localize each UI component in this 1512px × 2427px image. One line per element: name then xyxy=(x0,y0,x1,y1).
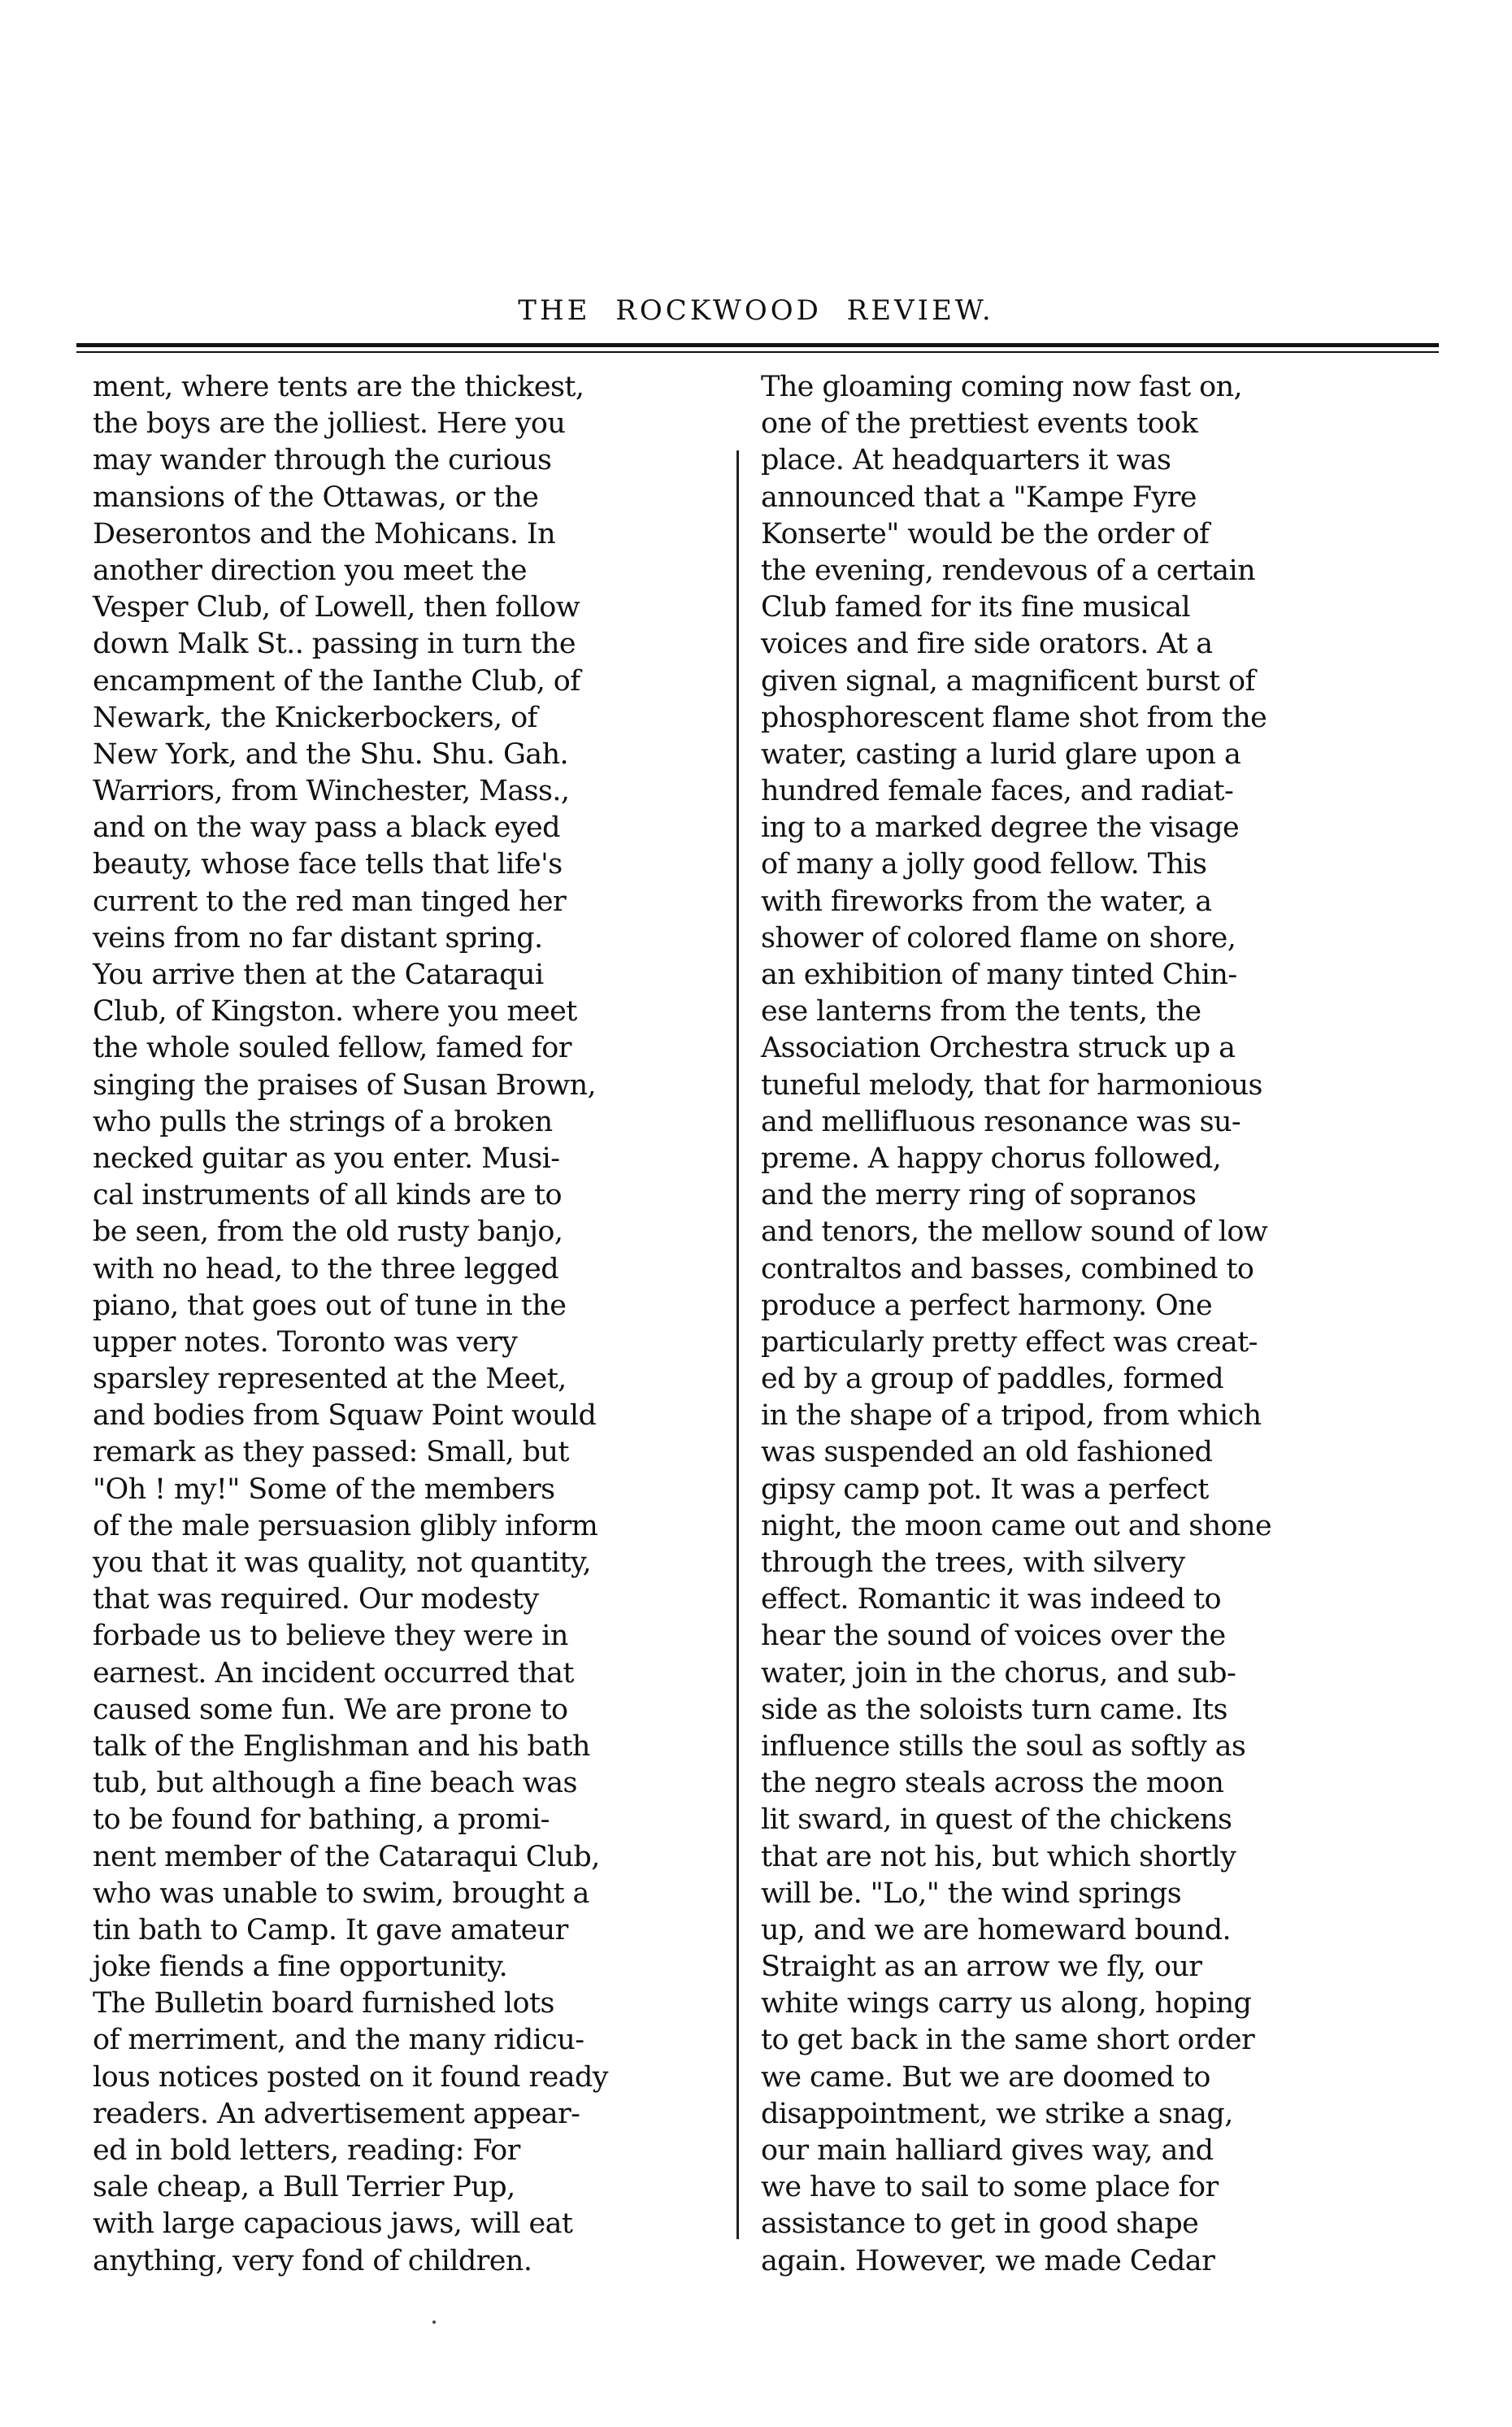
text-line: Konserte" would be the order of xyxy=(761,517,1210,550)
text-line: we came. But we are doomed to xyxy=(761,2060,1210,2094)
text-line: another direction you meet the xyxy=(93,554,527,587)
text-line: the negro steals across the moon xyxy=(761,1767,1224,1800)
text-line: side as the soloists turn came. Its xyxy=(761,1693,1227,1726)
text-line: who pulls the strings of a broken xyxy=(93,1105,553,1138)
text-line: Club, of Kingston. where you meet xyxy=(93,995,577,1029)
text-line: and tenors, the mellow sound of low xyxy=(761,1216,1268,1249)
text-line: Association Orchestra struck up a xyxy=(761,1032,1236,1065)
text-line: cal instruments of all kinds are to xyxy=(93,1179,562,1212)
text-line: we have to sail to some place for xyxy=(761,2171,1219,2204)
text-line: may wander through the curious xyxy=(93,444,552,477)
text-line: phosphorescent flame shot from the xyxy=(761,701,1267,734)
text-line: to get back in the same short order xyxy=(761,2024,1255,2057)
text-line: and bodies from Squaw Point would xyxy=(93,1399,597,1433)
text-line: You arrive then at the Cataraqui xyxy=(93,959,544,991)
text-line: tuneful melody, that for harmonious xyxy=(761,1068,1262,1102)
text-line: veins from no far distant spring. xyxy=(93,921,543,955)
text-line: encampment of the Ianthe Club, of xyxy=(93,664,580,698)
text-line: readers. An advertisement appear- xyxy=(93,2097,580,2130)
running-header: THE ROCKWOOD REVIEW. xyxy=(518,294,994,327)
text-line: with no head, to the three legged xyxy=(93,1252,559,1285)
text-line: with large capacious jaws, will eat xyxy=(93,2207,573,2241)
text-line: preme. A happy chorus followed, xyxy=(761,1142,1222,1175)
text-line: the boys are the jolliest. Here you xyxy=(93,407,566,441)
text-line: beauty, whose face tells that life's xyxy=(93,848,563,881)
header-rule-thin xyxy=(76,351,1439,353)
text-line: contraltos and basses, combined to xyxy=(761,1252,1254,1285)
text-line: joke fiends a fine opportunity. xyxy=(93,1951,508,1984)
text-line: Warriors, from Winchester, Mass., xyxy=(93,775,570,808)
text-line: again. However, we made Cedar xyxy=(761,2244,1215,2277)
text-line: given signal, a magnificent burst of xyxy=(761,664,1255,698)
text-line: an exhibition of many tinted Chin- xyxy=(761,959,1237,991)
text-line: place. At headquarters it was xyxy=(761,444,1171,477)
text-line: upper notes. Toronto was very xyxy=(93,1325,518,1359)
text-line: assistance to get in good shape xyxy=(761,2207,1199,2241)
text-line: necked guitar as you enter. Musi- xyxy=(93,1142,560,1175)
text-line: shower of colored flame on shore, xyxy=(761,921,1236,955)
text-line: caused some fun. We are prone to xyxy=(93,1693,568,1726)
text-line: produce a perfect harmony. One xyxy=(761,1289,1213,1322)
text-line: of merriment, and the many ridicu- xyxy=(93,2024,584,2057)
text-line: forbade us to believe they were in xyxy=(93,1620,568,1653)
text-line: and the merry ring of sopranos xyxy=(761,1179,1197,1212)
text-line: voices and fire side orators. At a xyxy=(761,628,1213,661)
text-line: our main halliard gives way, and xyxy=(761,2134,1214,2167)
text-line: down Malk St.. passing in turn the xyxy=(93,628,576,661)
text-line: water, casting a lurid glare upon a xyxy=(761,737,1241,771)
text-line: was suspended an old fashioned xyxy=(761,1436,1213,1469)
text-line: announced that a "Kampe Fyre xyxy=(761,481,1197,514)
text-line: disappointment, we strike a snag, xyxy=(761,2097,1233,2130)
text-line: that was required. Our modesty xyxy=(93,1583,539,1616)
text-line: current to the red man tinged her xyxy=(93,885,567,918)
text-line: talk of the Englishman and his bath xyxy=(93,1729,590,1763)
text-line: sparsley represented at the Meet, xyxy=(93,1363,567,1396)
left-column xyxy=(93,369,720,2280)
text-line: ed in bold letters, reading: For xyxy=(93,2134,520,2167)
text-line: ese lanterns from the tents, the xyxy=(761,995,1201,1029)
text-line: will be. "Lo," the wind springs xyxy=(761,1877,1182,1910)
text-line: Newark, the Knickerbockers, of xyxy=(93,701,537,734)
print-speck xyxy=(432,2320,436,2324)
text-line: who was unable to swim, brought a xyxy=(93,1877,589,1910)
text-line: sale cheap, a Bull Terrier Pup, xyxy=(93,2171,515,2204)
text-line: of many a jolly good fellow. This xyxy=(761,848,1207,881)
text-line: hear the sound of voices over the xyxy=(761,1620,1226,1653)
text-line: mansions of the Ottawas, or the xyxy=(93,481,539,514)
text-line: be seen, from the old rusty banjo, xyxy=(93,1216,563,1249)
text-line: the whole souled fellow, famed for xyxy=(93,1032,571,1065)
text-line: New York, and the Shu. Shu. Gah. xyxy=(93,737,569,771)
text-line: one of the prettiest events took xyxy=(761,407,1198,441)
right-column xyxy=(761,369,1411,2280)
text-line: lous notices posted on it found ready xyxy=(93,2060,608,2094)
text-line: anything, very fond of children. xyxy=(93,2244,532,2277)
text-line: tub, but although a fine beach was xyxy=(93,1767,577,1800)
text-line: The gloaming coming now fast on, xyxy=(761,371,1243,403)
text-line: nent member of the Cataraqui Club, xyxy=(93,1840,600,1873)
text-line: through the trees, with silvery xyxy=(761,1546,1185,1579)
text-line: up, and we are homeward bound. xyxy=(761,1913,1232,1946)
text-line: night, the moon came out and shone xyxy=(761,1509,1272,1542)
text-line: gipsy camp pot. It was a perfect xyxy=(761,1472,1209,1506)
header-rule-thick xyxy=(76,343,1439,347)
text-line: influence stills the soul as softly as xyxy=(761,1729,1246,1763)
text-line: of the male persuasion glibly inform xyxy=(93,1509,598,1542)
text-line: Vesper Club, of Lowell, then follow xyxy=(93,591,580,624)
text-line: and on the way pass a black eyed xyxy=(93,811,560,845)
text-line: lit sward, in quest of the chickens xyxy=(761,1803,1232,1837)
text-line: remark as they passed: Small, but xyxy=(93,1436,569,1469)
text-line: white wings carry us along, hoping xyxy=(761,1987,1252,2020)
text-line: "Oh ! my!" Some of the members xyxy=(93,1472,555,1506)
text-line: Deserontos and the Mohicans. In xyxy=(93,517,556,550)
text-line: to be found for bathing, a promi- xyxy=(93,1803,550,1837)
text-line: with fireworks from the water, a xyxy=(761,885,1212,918)
text-line: and mellifluous resonance was su- xyxy=(761,1105,1241,1138)
text-line: you that it was quality, not quantity, xyxy=(93,1546,592,1579)
text-line: earnest. An incident occurred that xyxy=(93,1656,574,1690)
text-line: singing the praises of Susan Brown, xyxy=(93,1068,597,1102)
text-line: tin bath to Camp. It gave amateur xyxy=(93,1913,568,1946)
text-line: ing to a marked degree the visage xyxy=(761,811,1240,845)
text-line: Club famed for its fine musical xyxy=(761,591,1191,624)
text-line: The Bulletin board furnished lots xyxy=(93,1987,554,2020)
column-divider xyxy=(736,450,739,2239)
text-line: ment, where tents are the thickest, xyxy=(93,371,584,403)
text-line: water, join in the chorus, and sub- xyxy=(761,1656,1236,1690)
text-line: in the shape of a tripod, from which xyxy=(761,1399,1262,1433)
text-line: Straight as an arrow we fly, our xyxy=(761,1951,1202,1984)
text-line: the evening, rendevous of a certain xyxy=(761,554,1256,587)
text-line: effect. Romantic it was indeed to xyxy=(761,1583,1221,1616)
text-line: that are not his, but which shortly xyxy=(761,1840,1236,1873)
text-line: ed by a group of paddles, formed xyxy=(761,1363,1224,1396)
text-line: hundred female faces, and radiat- xyxy=(761,775,1234,808)
text-line: particularly pretty effect was creat- xyxy=(761,1325,1258,1359)
text-line: piano, that goes out of tune in the xyxy=(93,1289,567,1322)
